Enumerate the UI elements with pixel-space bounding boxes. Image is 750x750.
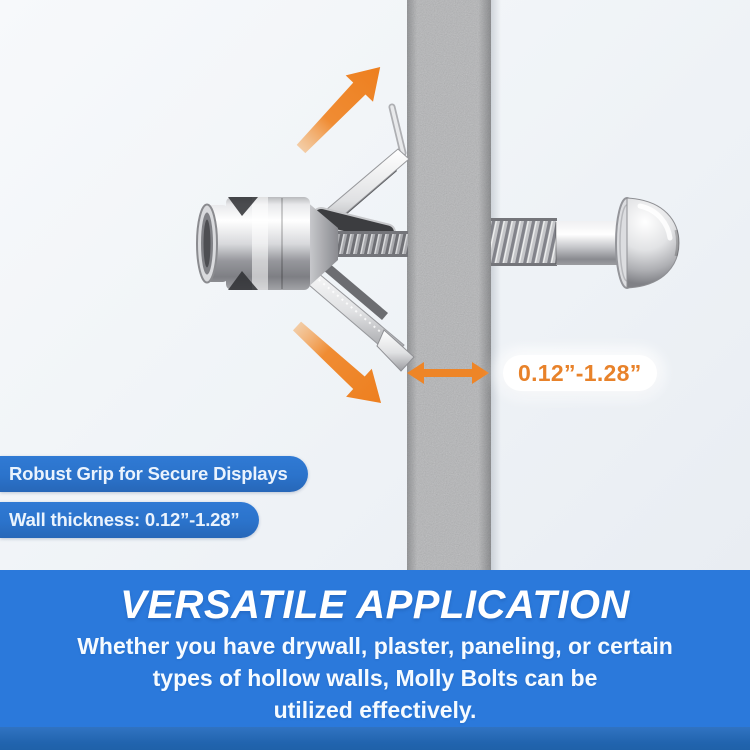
- versatile-application-section: [0, 570, 750, 750]
- bottom-strip: [0, 727, 750, 750]
- feature-badge-grip: Robust Grip for Secure Displays: [0, 456, 308, 492]
- wall-cross-section: [407, 0, 501, 570]
- anchor-sleeve: [197, 197, 338, 290]
- feature-badge-wall-thickness: Wall thickness: 0.12”-1.28”: [0, 502, 259, 538]
- description-line: utilized effectively.: [273, 697, 477, 723]
- section-title: VERSATILE APPLICATION: [120, 583, 630, 627]
- bolt-screw: [491, 198, 679, 288]
- section-description: [0, 630, 750, 726]
- description-line: Whether you have drywall, plaster, paneling, or certain: [77, 633, 673, 659]
- wall-thickness-value-label: 0.12”-1.28”: [503, 355, 657, 391]
- expansion-arrow-up-icon: [287, 54, 394, 162]
- description-line: types of hollow walls, Molly Bolts can be: [152, 665, 598, 691]
